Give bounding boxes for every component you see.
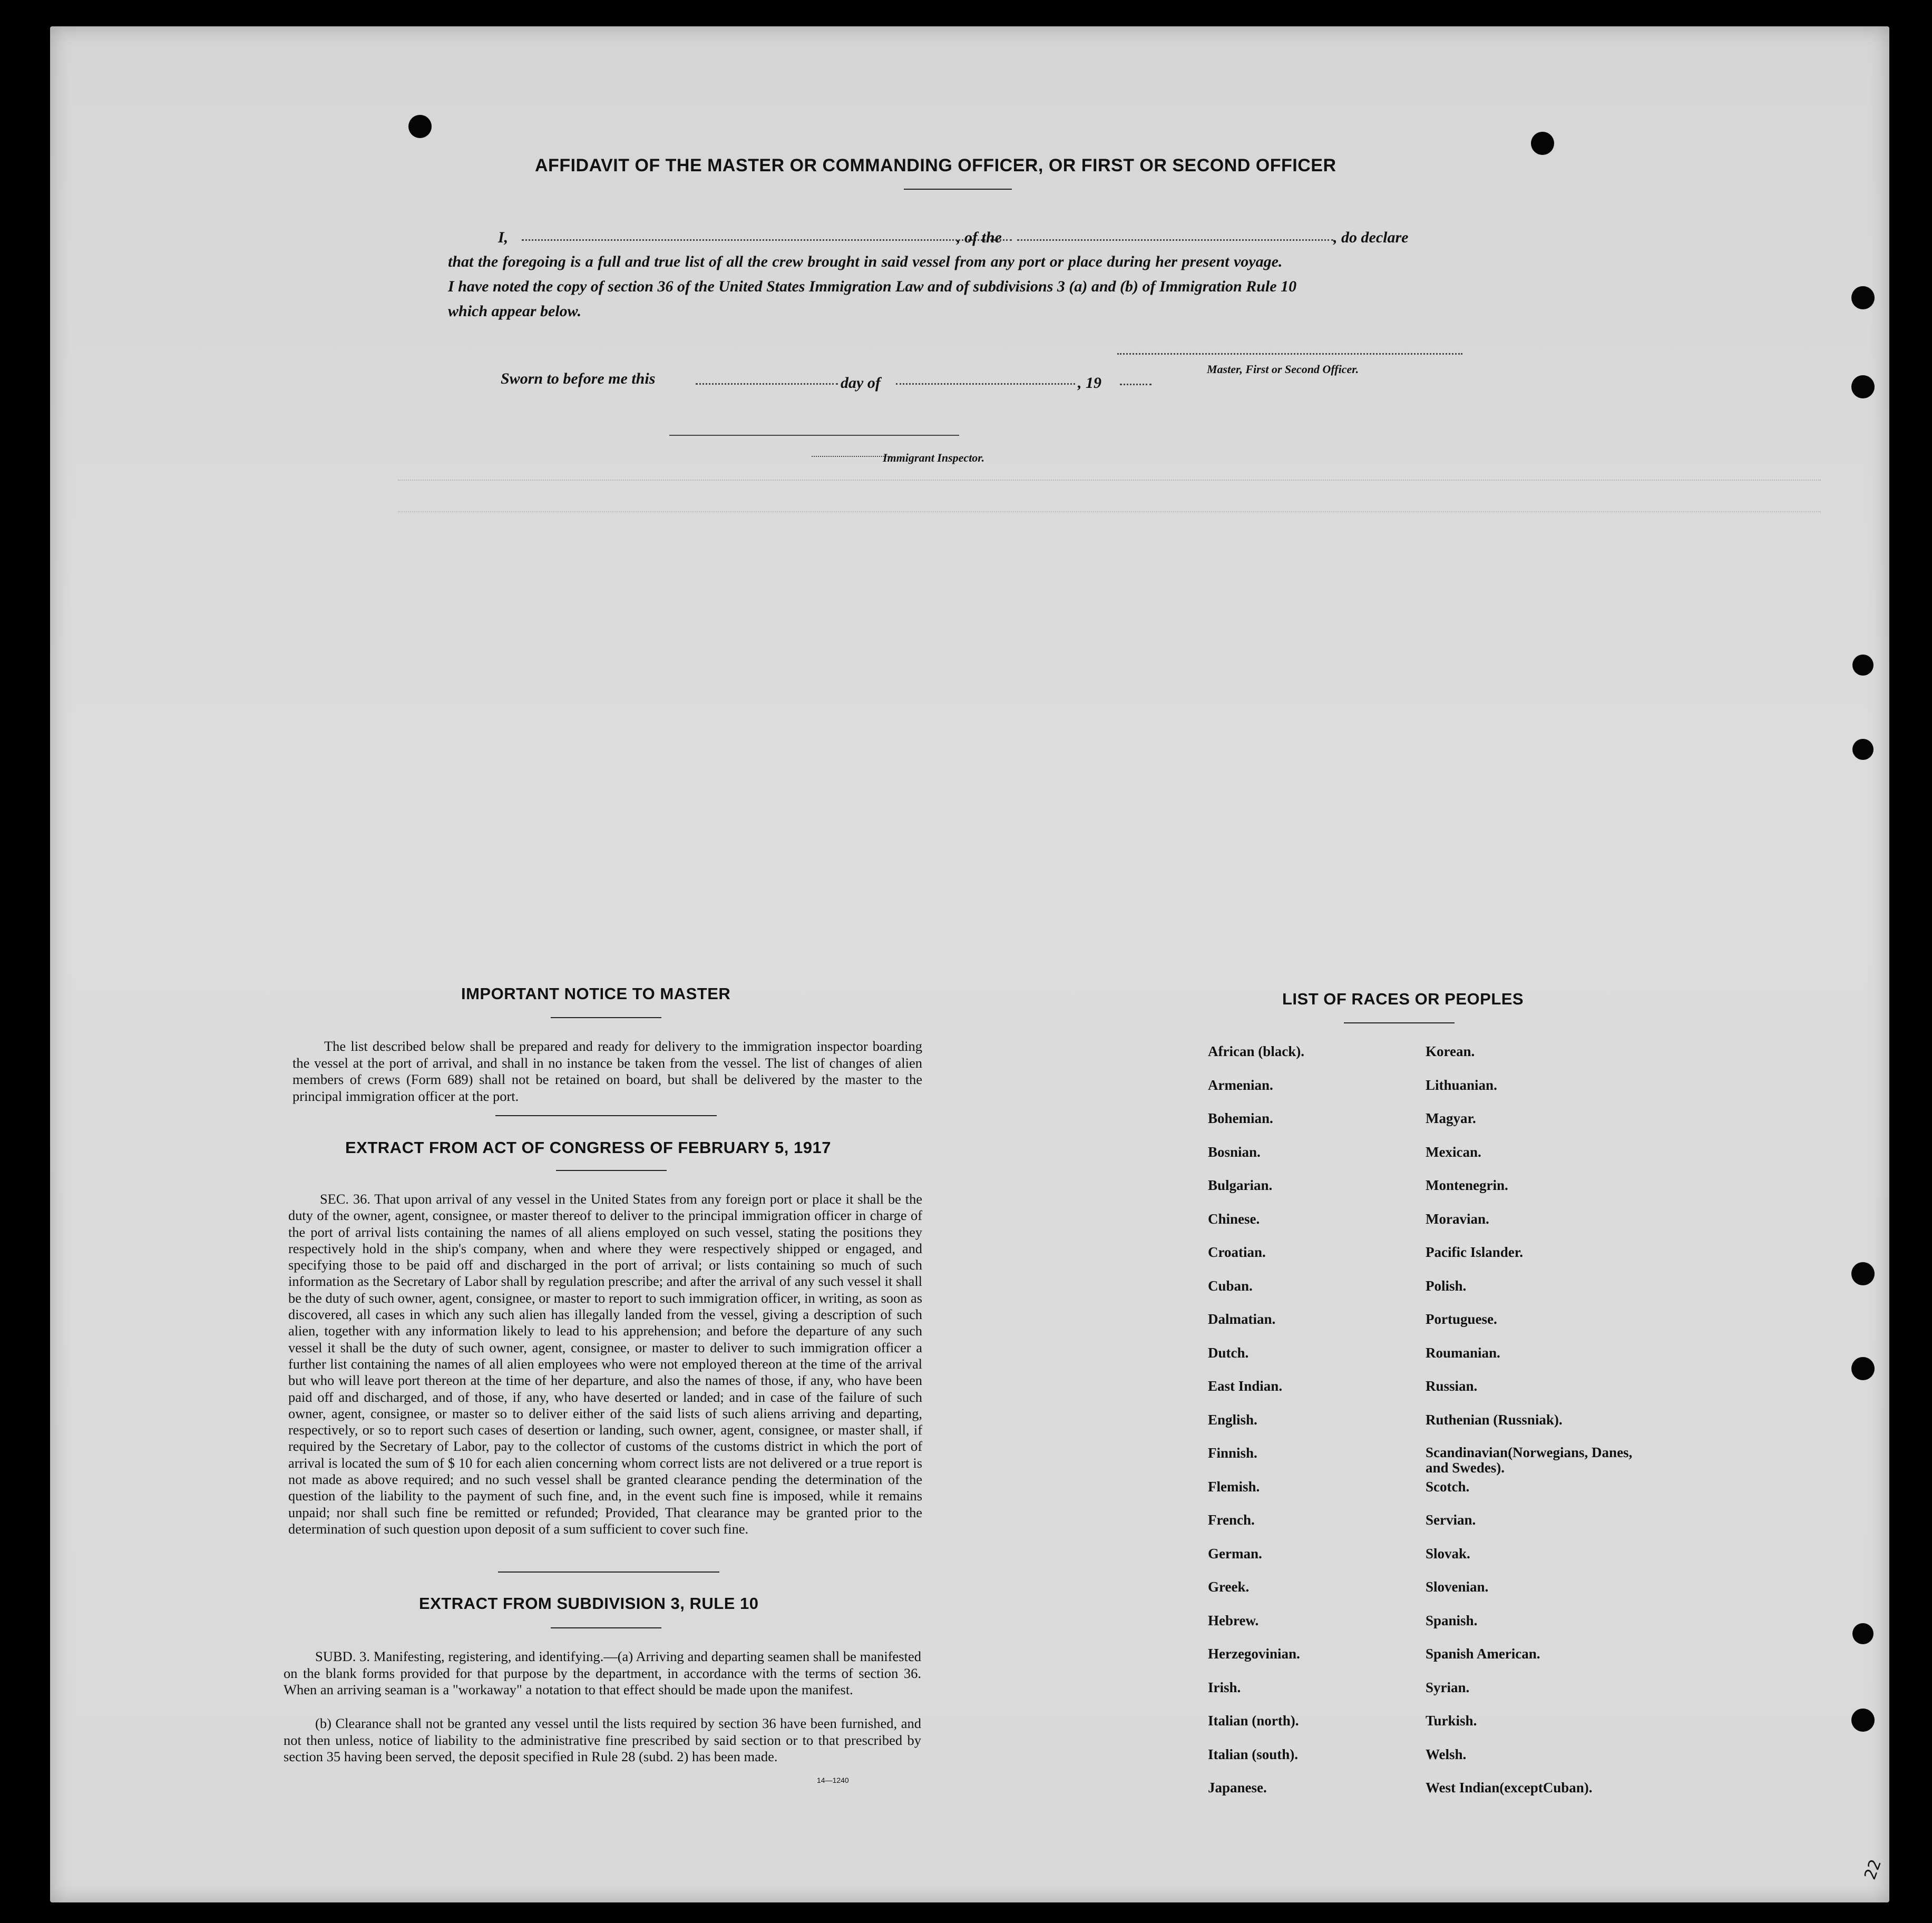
race-item: Moravian. [1426, 1211, 1489, 1227]
document-page [50, 26, 1889, 1902]
punch-hole-right-8 [1851, 1709, 1875, 1732]
rule-title: EXTRACT FROM SUBDIVISION 3, RULE 10 [419, 1594, 759, 1613]
month-blank [896, 383, 1075, 385]
title-underline [904, 189, 1012, 190]
master-signature-label: Master, First or Second Officer. [1207, 363, 1359, 376]
section-divider [495, 1115, 717, 1116]
race-item: Japanese. [1208, 1780, 1267, 1795]
section-divider-2 [498, 1571, 719, 1573]
bleed-through-text [398, 464, 1821, 481]
race-item: Servian. [1426, 1512, 1476, 1528]
race-item: Welsh. [1426, 1746, 1467, 1762]
race-item: Spanish American. [1426, 1646, 1540, 1662]
race-item: Bulgarian. [1208, 1177, 1273, 1193]
punch-hole-right-2 [1851, 375, 1875, 398]
race-item: Croatian. [1208, 1244, 1266, 1260]
race-item: African (black). [1208, 1043, 1304, 1059]
year-label: , 19 [1078, 374, 1101, 392]
bleed-through-text [398, 495, 1821, 512]
race-item: German. [1208, 1545, 1262, 1561]
day-blank [696, 383, 838, 385]
race-item: Flemish. [1208, 1478, 1260, 1495]
race-item: English. [1208, 1411, 1257, 1428]
do-declare-label: , do declare [1333, 229, 1409, 246]
race-item: Cuban. [1208, 1277, 1253, 1294]
inspector-dots [812, 456, 891, 457]
race-item: Lithuanian. [1426, 1077, 1497, 1093]
i-label: I, [498, 229, 509, 246]
day-of-label: day of [841, 374, 881, 392]
race-item: Magyar. [1426, 1110, 1476, 1126]
race-item: Slovak. [1426, 1545, 1470, 1561]
punch-hole-top-right [1531, 132, 1554, 155]
punch-hole-right-3 [1852, 655, 1874, 676]
affidavit-title: AFFIDAVIT OF THE MASTER OR COMMANDING OFFICER, OR FIRST OR SECOND OFFICER [535, 155, 1336, 175]
race-item: Italian (south). [1208, 1746, 1299, 1762]
race-item: Korean. [1426, 1043, 1475, 1059]
race-item: Hebrew. [1208, 1612, 1259, 1628]
race-item: Bosnian. [1208, 1144, 1261, 1160]
rule-para-a: SUBD. 3. Manifesting, registering, and identifying.—(a) Arriving and departing seamen shall be manifested on the blank forms provided for that purpose by the department, in accordance with the terms of section 36. When an arriving seaman is a "workaway" a notation to that effect should be made upon the manifest. [284, 1648, 921, 1697]
race-item: Spanish. [1426, 1612, 1478, 1628]
race-item: Russian. [1426, 1378, 1478, 1394]
act-title: EXTRACT FROM ACT OF CONGRESS OF FEBRUARY 5, 1917 [345, 1138, 831, 1157]
race-item: Polish. [1426, 1277, 1467, 1294]
of-the-label: , of the [957, 229, 1002, 246]
corner-page-mark: 22 [1861, 1857, 1886, 1882]
affidavit-line-4: which appear below. [448, 302, 582, 320]
year-blank [1120, 384, 1152, 385]
notice-text: The list described below shall be prepared and ready for delivery to the immigration inspector boarding the vessel at the port of arrival, and shall in no instance be taken from the vessel. The list of changes of alien members of crews (Form 689) shall not be retained on board, but shall be delivered by the master to the principal immigration officer at the port. [292, 1038, 922, 1104]
race-item: Syrian. [1426, 1679, 1470, 1695]
race-item: Bohemian. [1208, 1110, 1273, 1126]
act-underline [556, 1170, 667, 1171]
master-signature-line [1117, 353, 1462, 355]
race-item: Greek. [1208, 1579, 1250, 1595]
affidavit-line-3: I have noted the copy of section 36 of the United States Immigration Law and of subdivisions 3 (a) and (b) of Immigration Rule 10 [448, 278, 1297, 295]
name-blank [522, 239, 1012, 241]
race-item: Italian (north). [1208, 1713, 1299, 1729]
punch-hole-right-6 [1851, 1357, 1875, 1380]
race-item: East Indian. [1208, 1378, 1283, 1394]
race-item: Mexican. [1426, 1144, 1481, 1160]
race-item: Pacific Islander. [1426, 1244, 1523, 1260]
vessel-blank [1017, 239, 1333, 241]
race-item: French. [1208, 1512, 1255, 1528]
race-item: Herzegovinian. [1208, 1646, 1300, 1662]
race-item: Scotch. [1426, 1478, 1470, 1495]
inspector-label: Immigrant Inspector. [883, 451, 985, 464]
race-item: Dalmatian. [1208, 1311, 1276, 1327]
race-item: Finnish. [1208, 1445, 1257, 1461]
races-underline [1344, 1022, 1455, 1023]
punch-hole-right-7 [1852, 1623, 1874, 1644]
race-item: Irish. [1208, 1679, 1241, 1695]
race-item: Dutch. [1208, 1344, 1249, 1361]
races-title: LIST OF RACES OR PEOPLES [1282, 990, 1524, 1008]
race-item: Scandinavian(Norwegians, Danes, and Swedes). [1426, 1444, 1633, 1476]
race-item: Armenian. [1208, 1077, 1273, 1093]
punch-hole-right-4 [1852, 739, 1874, 760]
notice-title: IMPORTANT NOTICE TO MASTER [461, 984, 731, 1003]
notice-underline [551, 1017, 661, 1018]
punch-hole-right-5 [1851, 1262, 1875, 1285]
race-item: Chinese. [1208, 1211, 1260, 1227]
race-item: Montenegrin. [1426, 1177, 1508, 1193]
rule-underline [551, 1627, 661, 1628]
rule-para-b: (b) Clearance shall not be granted any vessel until the lists required by section 36 have been furnished, and not then unless, notice of liability to the administrative fine prescribed by said section or to that prescribed by section 35 having been served, the deposit specified in Rule 28 (subd. 2) has been made. [284, 1715, 921, 1764]
punch-hole-top-left [408, 115, 432, 138]
inspector-signature-line [669, 435, 959, 436]
race-item: West Indian(exceptCuban). [1426, 1780, 1593, 1795]
race-item: Ruthenian (Russniak). [1426, 1411, 1563, 1428]
race-item: Roumanian. [1426, 1344, 1500, 1361]
race-item: Turkish. [1426, 1713, 1477, 1729]
affidavit-line-2: that the foregoing is a full and true list of all the crew brought in said vessel from any port or place during her present voyage. [448, 253, 1283, 270]
race-item: Slovenian. [1426, 1579, 1489, 1595]
punch-hole-right-1 [1851, 286, 1875, 309]
sworn-label: Sworn to before me this [501, 370, 656, 387]
races-column-1 [1208, 1043, 1408, 1813]
act-text: SEC. 36. That upon arrival of any vessel in the United States from any foreign port or place it shall be the duty of the owner, agent, consignee, or master thereof to deliver to the principal immigration officer in charge of the port of arrival lists containing the names of all aliens employed on such vessel, stating the positions they respectively hold in the ship's company, when and where they were respectively shipped or engaged, and specifying those to be paid off and discharged in the port of arrival; or lists containing so much of such information as the Secretary of Labor shall by regulation prescribe; and after the arrival of any such vessel it shall be the duty of such owner, agent, consignee, or master to report to such immigration officer, in writing, as soon as discovered, all cases in which any such alien has illegally landed from the vessel, giving a description of such alien, together with any information likely to lead to his apprehension; and before the departure of any such vessel it shall be the duty of such owner, agent, consignee, or master to deliver to such immigration officer a further list containing the names of all alien employees who were not employed thereon at the time of the arrival but who will leave port thereon at the time of her departure, and also the names of those, if any, who have been paid off and discharged, and of those, if any, who have deserted or landed; and in case of the failure of such owner, agent, consignee, or master so to deliver either of the said lists of such aliens arriving and departing, respectively, or so to report such cases of desertion or landing, such owner, agent, consignee, or master shall, if required by the Secretary of Labor, pay to the collector of customs of the customs district in which the port of arrival is located the sum of $ 10 for each alien concerning whom correct lists are not delivered or a true report is not made as above required; and no such vessel shall be granted clearance pending the determination of the question of the liability to the payment of such fine, and, in the event such fine is imposed, while it remains unpaid; nor shall such fine be remitted or refunded; Provided, That clearance may be granted prior to the determination of such question upon deposit of a sum sufficient to cover such fine. [288, 1191, 922, 1537]
form-number: 14—1240 [817, 1776, 849, 1784]
races-column-2 [1426, 1043, 1647, 1813]
race-item: Portuguese. [1426, 1311, 1497, 1327]
